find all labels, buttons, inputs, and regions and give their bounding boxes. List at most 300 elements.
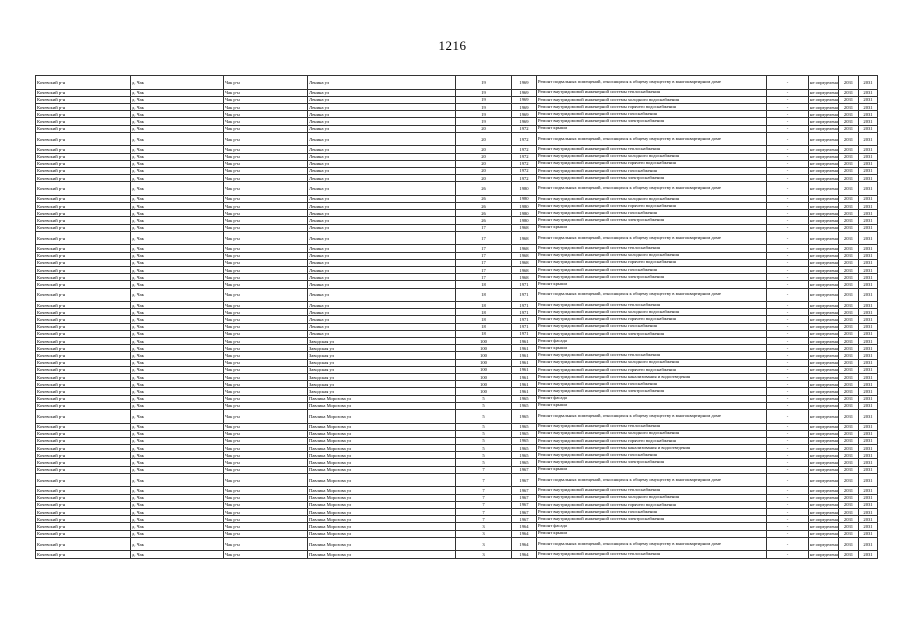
plan-year-start-cell: 2031: [839, 459, 859, 466]
settlement-cell: д. Чак: [131, 309, 224, 316]
cost-status-cell: не определена: [810, 118, 838, 124]
cost-cell: -: [767, 231, 809, 245]
street-cell: Ленина ул: [308, 217, 456, 224]
plan-year-start-cell: 2031: [839, 76, 859, 90]
cost-status-cell: не определена: [810, 168, 838, 174]
municipality-cell: Чак р-н: [224, 459, 308, 466]
cost-status-cell: не определена: [810, 309, 838, 315]
settlement-cell: д. Чак: [131, 523, 224, 530]
build-year-cell: 1967: [512, 508, 537, 515]
settlement-cell: д. Чак: [131, 338, 224, 345]
plan-year-end-cell: 2031: [859, 473, 878, 487]
work-type-cell: Ремонт внутридомовой инженерной системы газоснабжения: [537, 167, 767, 174]
street-cell: Ленина ул: [308, 316, 456, 323]
house-number-cell: 18: [456, 316, 512, 323]
plan-year-end-cell: 2031: [859, 118, 878, 125]
street-cell: Заводская ул: [308, 345, 456, 352]
page-number: 1216: [438, 38, 467, 53]
plan-year-start-cell: 2031: [839, 330, 859, 337]
settlement-cell: д. Чак: [131, 111, 224, 118]
build-year-cell: 1972: [512, 167, 537, 174]
work-type-cell: Ремонт подвальных помещений, относящихся к общему имуществу в многоквартирном доме: [537, 76, 767, 90]
street-cell: Ленина ул: [308, 281, 456, 288]
plan-year-start-cell: 2031: [839, 445, 859, 452]
cost-status-cell: не определена: [810, 353, 838, 358]
work-type-cell: Ремонт внутридомовой инженерной системы горячего водоснабжения: [537, 103, 767, 110]
district-cell: Кочевский р-н: [36, 266, 131, 273]
plan-year-start-cell: 2031: [839, 182, 859, 196]
settlement-cell: д. Чак: [131, 224, 224, 231]
settlement-cell: д. Чак: [131, 473, 224, 487]
settlement-cell: д. Чак: [131, 76, 224, 90]
settlement-cell: д. Чак: [131, 487, 224, 494]
plan-year-start-cell: 2031: [839, 423, 859, 430]
table-row: [36, 494, 878, 501]
plan-year-end-cell: 2031: [859, 266, 878, 273]
build-year-cell: 1961: [512, 352, 537, 359]
work-type-cell: Ремонт внутридомовой инженерной системы газоснабжения: [537, 111, 767, 118]
district-cell: Кочевский р-н: [36, 452, 131, 459]
table-row: [36, 111, 878, 118]
street-cell: Павлика Морозова ул: [308, 494, 456, 501]
cost-status-cell: не определена: [810, 126, 838, 132]
build-year-cell: 1965: [512, 430, 537, 437]
build-year-cell: 1972: [512, 146, 537, 153]
house-number-cell: 17: [456, 274, 512, 281]
build-year-cell: 1965: [512, 423, 537, 430]
build-year-cell: 1969: [512, 111, 537, 118]
cost-cell: -: [767, 125, 809, 132]
table-row: [36, 316, 878, 323]
plan-year-end-cell: 2031: [859, 494, 878, 501]
cost-cell: -: [767, 345, 809, 352]
build-year-cell: 1969: [512, 89, 537, 96]
house-number-cell: 100: [456, 338, 512, 345]
table-row: [36, 203, 878, 210]
district-cell: Кочевский р-н: [36, 423, 131, 430]
cost-cell: -: [767, 388, 809, 395]
table-row: [36, 210, 878, 217]
build-year-cell: 1968: [512, 252, 537, 259]
municipality-cell: Чак р-н: [224, 103, 308, 110]
district-cell: Кочевский р-н: [36, 118, 131, 125]
plan-year-end-cell: 2031: [859, 195, 878, 202]
cost-status-cell: не определена: [810, 509, 838, 515]
house-number-cell: 7: [456, 494, 512, 501]
street-cell: Павлика Морозова ул: [308, 537, 456, 551]
settlement-cell: д. Чак: [131, 89, 224, 96]
build-year-cell: 1968: [512, 274, 537, 281]
cost-cell: -: [767, 252, 809, 259]
district-cell: Кочевский р-н: [36, 323, 131, 330]
municipality-cell: Чак р-н: [224, 487, 308, 494]
cost-status-cell: не определена: [810, 225, 838, 231]
cost-status-cell: не определена: [810, 338, 838, 344]
house-number-cell: 17: [456, 252, 512, 259]
settlement-cell: д. Чак: [131, 182, 224, 196]
house-number-cell: 17: [456, 245, 512, 252]
district-cell: Кочевский р-н: [36, 551, 131, 558]
house-number-cell: 5: [456, 452, 512, 459]
table-row: [36, 437, 878, 444]
cost-cell: -: [767, 96, 809, 103]
street-cell: Ленина ул: [308, 224, 456, 231]
plan-year-start-cell: 2031: [839, 381, 859, 388]
build-year-cell: 1964: [512, 551, 537, 558]
cost-status-cell: не определена: [810, 161, 838, 167]
settlement-cell: д. Чак: [131, 445, 224, 452]
table-row: [36, 423, 878, 430]
district-cell: Кочевский р-н: [36, 175, 131, 182]
work-type-cell: Ремонт внутридомовой инженерной системы газоснабжения: [537, 452, 767, 459]
table-row: [36, 96, 878, 103]
house-number-cell: 100: [456, 345, 512, 352]
table-row: [36, 132, 878, 146]
settlement-cell: д. Чак: [131, 132, 224, 146]
build-year-cell: 1971: [512, 316, 537, 323]
build-year-cell: 1964: [512, 537, 537, 551]
municipality-cell: Чак р-н: [224, 473, 308, 487]
build-year-cell: 1968: [512, 259, 537, 266]
plan-year-start-cell: 2031: [839, 125, 859, 132]
work-type-cell: Ремонт внутридомовой инженерной системы холодного водоснабжения: [537, 96, 767, 103]
street-cell: Заводская ул: [308, 373, 456, 380]
house-number-cell: 7: [456, 508, 512, 515]
settlement-cell: д. Чак: [131, 245, 224, 252]
municipality-cell: Чак р-н: [224, 409, 308, 423]
street-cell: Ленина ул: [308, 153, 456, 160]
plan-year-start-cell: 2031: [839, 494, 859, 501]
house-number-cell: 20: [456, 167, 512, 174]
settlement-cell: д. Чак: [131, 423, 224, 430]
build-year-cell: 1980: [512, 217, 537, 224]
work-type-cell: Ремонт крыши: [537, 224, 767, 231]
settlement-cell: д. Чак: [131, 96, 224, 103]
cost-cell: -: [767, 89, 809, 96]
work-type-cell: Ремонт внутридомовой инженерной системы теплоснабжения: [537, 423, 767, 430]
plan-year-start-cell: 2031: [839, 274, 859, 281]
house-number-cell: 20: [456, 146, 512, 153]
municipality-cell: Чак р-н: [224, 316, 308, 323]
plan-year-end-cell: 2031: [859, 288, 878, 302]
plan-year-end-cell: 2031: [859, 316, 878, 323]
street-cell: Павлика Морозова ул: [308, 409, 456, 423]
plan-year-start-cell: 2031: [839, 316, 859, 323]
district-cell: Кочевский р-н: [36, 146, 131, 153]
cost-status-cell: не определена: [810, 523, 838, 529]
cost-status-cell: не определена: [810, 274, 838, 280]
plan-year-end-cell: 2031: [859, 373, 878, 380]
house-number-cell: 3: [456, 523, 512, 530]
house-number-cell: 3: [456, 537, 512, 551]
street-cell: Ленина ул: [308, 146, 456, 153]
table-row: [36, 537, 878, 551]
cost-cell: -: [767, 466, 809, 473]
street-cell: Ленина ул: [308, 125, 456, 132]
house-number-cell: 7: [456, 466, 512, 473]
cost-cell: -: [767, 103, 809, 110]
district-cell: Кочевский р-н: [36, 259, 131, 266]
municipality-cell: Чак р-н: [224, 217, 308, 224]
cost-status-cell: не определена: [810, 360, 838, 366]
cost-status-cell: не определена: [809, 76, 839, 90]
table-row: [36, 89, 878, 96]
house-number-cell: 100: [456, 366, 512, 373]
cost-status-cell: не определена: [810, 502, 838, 508]
cost-cell: -: [767, 494, 809, 501]
plan-year-end-cell: 2031: [859, 96, 878, 103]
municipality-cell: Чак р-н: [224, 274, 308, 281]
cost-status-cell: не определена: [810, 531, 838, 537]
house-number-cell: 7: [456, 501, 512, 508]
plan-year-end-cell: 2031: [859, 402, 878, 409]
street-cell: Павлика Морозова ул: [308, 551, 456, 558]
street-cell: Ленина ул: [308, 330, 456, 337]
plan-year-end-cell: 2031: [859, 224, 878, 231]
cost-status-cell: не определена: [810, 253, 838, 259]
street-cell: Заводская ул: [308, 381, 456, 388]
house-number-cell: 100: [456, 381, 512, 388]
municipality-cell: Чак р-н: [224, 373, 308, 380]
municipality-cell: Чак р-н: [224, 153, 308, 160]
table-row: [36, 288, 878, 302]
settlement-cell: д. Чак: [131, 231, 224, 245]
build-year-cell: 1980: [512, 182, 537, 196]
cost-status-cell: не определена: [810, 345, 838, 351]
cost-status-cell: не определена: [809, 473, 839, 487]
plan-year-end-cell: 2031: [859, 430, 878, 437]
plan-year-start-cell: 2031: [839, 111, 859, 118]
table-row: [36, 259, 878, 266]
cost-status-cell: не определена: [810, 438, 838, 444]
work-type-cell: Ремонт внутридомовой инженерной системы горячего водоснабжения: [537, 160, 767, 167]
plan-year-start-cell: 2031: [839, 175, 859, 182]
cost-status-cell: не определена: [810, 331, 838, 337]
table-row: [36, 146, 878, 153]
settlement-cell: д. Чак: [131, 330, 224, 337]
district-cell: Кочевский р-н: [36, 395, 131, 402]
plan-year-start-cell: 2031: [839, 210, 859, 217]
plan-year-end-cell: 2031: [859, 508, 878, 515]
municipality-cell: Чак р-н: [224, 338, 308, 345]
build-year-cell: 1965: [512, 409, 537, 423]
cost-status-cell: не определена: [809, 182, 839, 196]
settlement-cell: д. Чак: [131, 516, 224, 523]
plan-year-start-cell: 2031: [839, 402, 859, 409]
cost-status-cell: не определена: [810, 367, 838, 373]
district-cell: Кочевский р-н: [36, 409, 131, 423]
table-row: [36, 501, 878, 508]
table-row: [36, 153, 878, 160]
cost-cell: -: [767, 281, 809, 288]
plan-year-start-cell: 2031: [839, 281, 859, 288]
cost-status-cell: не определена: [810, 495, 838, 501]
table-row: [36, 175, 878, 182]
work-type-cell: Ремонт внутридомовой инженерной системы холодного водоснабжения: [537, 430, 767, 437]
plan-year-end-cell: 2031: [859, 452, 878, 459]
table-row: [36, 195, 878, 202]
build-year-cell: 1971: [512, 330, 537, 337]
plan-year-start-cell: 2031: [839, 501, 859, 508]
house-number-cell: 19: [456, 89, 512, 96]
plan-year-start-cell: 2031: [839, 302, 859, 309]
cost-cell: -: [767, 473, 809, 487]
cost-cell: -: [767, 423, 809, 430]
street-cell: Ленина ул: [308, 160, 456, 167]
municipality-cell: Чак р-н: [224, 203, 308, 210]
settlement-cell: д. Чак: [131, 323, 224, 330]
build-year-cell: 1967: [512, 501, 537, 508]
plan-year-end-cell: 2031: [859, 132, 878, 146]
district-cell: Кочевский р-н: [36, 195, 131, 202]
district-cell: Кочевский р-н: [36, 316, 131, 323]
cost-cell: -: [767, 153, 809, 160]
build-year-cell: 1964: [512, 523, 537, 530]
house-number-cell: 100: [456, 373, 512, 380]
plan-year-start-cell: 2031: [839, 132, 859, 146]
municipality-cell: Чак р-н: [224, 167, 308, 174]
house-number-cell: 100: [456, 359, 512, 366]
build-year-cell: 1965: [512, 437, 537, 444]
work-type-cell: Ремонт внутридомовой инженерной системы холодного водоснабжения: [537, 153, 767, 160]
build-year-cell: 1961: [512, 381, 537, 388]
house-number-cell: 20: [456, 132, 512, 146]
cost-status-cell: не определена: [810, 516, 838, 522]
municipality-cell: Чак р-н: [224, 523, 308, 530]
street-cell: Ленина ул: [308, 103, 456, 110]
work-type-cell: Ремонт подвальных помещений, относящихся к общему имуществу в многоквартирном доме: [537, 231, 767, 245]
district-cell: Кочевский р-н: [36, 381, 131, 388]
house-number-cell: 20: [456, 125, 512, 132]
district-cell: Кочевский р-н: [36, 231, 131, 245]
street-cell: Ленина ул: [308, 118, 456, 125]
municipality-cell: Чак р-н: [224, 402, 308, 409]
street-cell: Заводская ул: [308, 366, 456, 373]
work-type-cell: Ремонт внутридомовой инженерной системы электроснабжения: [537, 459, 767, 466]
municipality-cell: Чак р-н: [224, 89, 308, 96]
municipality-cell: Чак р-н: [224, 395, 308, 402]
house-number-cell: 20: [456, 175, 512, 182]
work-type-cell: Ремонт внутридомовой инженерной системы электроснабжения: [537, 330, 767, 337]
district-cell: Кочевский р-н: [36, 132, 131, 146]
table-row: [36, 487, 878, 494]
plan-year-start-cell: 2031: [839, 160, 859, 167]
cost-cell: -: [767, 274, 809, 281]
work-type-cell: Ремонт внутридомовой инженерной системы теплоснабжения: [537, 487, 767, 494]
work-type-cell: Ремонт внутридомовой инженерной системы теплоснабжения: [537, 245, 767, 252]
district-cell: Кочевский р-н: [36, 373, 131, 380]
work-type-cell: Ремонт подвальных помещений, относящихся к общему имуществу в многоквартирном доме: [537, 182, 767, 196]
plan-year-start-cell: 2031: [839, 537, 859, 551]
build-year-cell: 1965: [512, 459, 537, 466]
table-row: [36, 402, 878, 409]
plan-year-start-cell: 2031: [839, 245, 859, 252]
table-body: [36, 76, 878, 559]
cost-cell: -: [767, 323, 809, 330]
street-cell: Павлика Морозова ул: [308, 530, 456, 537]
district-cell: Кочевский р-н: [36, 103, 131, 110]
street-cell: Ленина ул: [308, 182, 456, 196]
work-type-cell: Ремонт подвальных помещений, относящихся к общему имуществу в многоквартирном доме: [537, 132, 767, 146]
plan-year-end-cell: 2031: [859, 309, 878, 316]
house-number-cell: 26: [456, 203, 512, 210]
street-cell: Павлика Морозова ул: [308, 508, 456, 515]
municipality-cell: Чак р-н: [224, 182, 308, 196]
settlement-cell: д. Чак: [131, 437, 224, 444]
plan-year-end-cell: 2031: [859, 466, 878, 473]
cost-status-cell: не определена: [810, 551, 838, 557]
plan-year-end-cell: 2031: [859, 103, 878, 110]
plan-year-end-cell: 2031: [859, 381, 878, 388]
cost-cell: -: [767, 217, 809, 224]
district-cell: Кочевский р-н: [36, 96, 131, 103]
build-year-cell: 1965: [512, 395, 537, 402]
municipality-cell: Чак р-н: [224, 423, 308, 430]
municipality-cell: Чак р-н: [224, 359, 308, 366]
district-cell: Кочевский р-н: [36, 89, 131, 96]
municipality-cell: Чак р-н: [224, 125, 308, 132]
cost-status-cell: не определена: [810, 196, 838, 202]
district-cell: Кочевский р-н: [36, 274, 131, 281]
district-cell: Кочевский р-н: [36, 516, 131, 523]
settlement-cell: д. Чак: [131, 366, 224, 373]
plan-year-start-cell: 2031: [839, 266, 859, 273]
settlement-cell: д. Чак: [131, 352, 224, 359]
cost-cell: -: [767, 381, 809, 388]
cost-status-cell: не определена: [810, 452, 838, 458]
district-cell: Кочевский р-н: [36, 437, 131, 444]
plan-year-end-cell: 2031: [859, 274, 878, 281]
plan-year-end-cell: 2031: [859, 160, 878, 167]
cost-status-cell: не определена: [810, 381, 838, 387]
plan-year-end-cell: 2031: [859, 252, 878, 259]
cost-status-cell: не определена: [810, 374, 838, 380]
plan-year-end-cell: 2031: [859, 302, 878, 309]
work-type-cell: Ремонт внутридомовой инженерной системы электроснабжения: [537, 388, 767, 395]
build-year-cell: 1965: [512, 445, 537, 452]
settlement-cell: д. Чак: [131, 175, 224, 182]
settlement-cell: д. Чак: [131, 125, 224, 132]
street-cell: Ленина ул: [308, 231, 456, 245]
cost-status-cell: не определена: [809, 409, 839, 423]
table-row: [36, 309, 878, 316]
build-year-cell: 1972: [512, 125, 537, 132]
district-cell: Кочевский р-н: [36, 508, 131, 515]
house-number-cell: 3: [456, 551, 512, 558]
street-cell: Ленина ул: [308, 111, 456, 118]
table-row: [36, 452, 878, 459]
street-cell: Ленина ул: [308, 132, 456, 146]
work-type-cell: Ремонт фасада: [537, 523, 767, 530]
street-cell: Ленина ул: [308, 288, 456, 302]
street-cell: Ленина ул: [308, 309, 456, 316]
settlement-cell: д. Чак: [131, 252, 224, 259]
house-number-cell: 5: [456, 402, 512, 409]
plan-year-start-cell: 2031: [839, 523, 859, 530]
district-cell: Кочевский р-н: [36, 153, 131, 160]
street-cell: Павлика Морозова ул: [308, 395, 456, 402]
work-type-cell: Ремонт внутридомовой инженерной системы теплоснабжения: [537, 302, 767, 309]
table-row: [36, 381, 878, 388]
build-year-cell: 1961: [512, 366, 537, 373]
cost-status-cell: не определена: [810, 317, 838, 323]
work-type-cell: Ремонт внутридомовой инженерной системы канализования и водоотведения: [537, 373, 767, 380]
house-number-cell: 5: [456, 395, 512, 402]
settlement-cell: д. Чак: [131, 530, 224, 537]
municipality-cell: Чак р-н: [224, 111, 308, 118]
plan-year-start-cell: 2031: [839, 259, 859, 266]
cost-cell: -: [767, 266, 809, 273]
